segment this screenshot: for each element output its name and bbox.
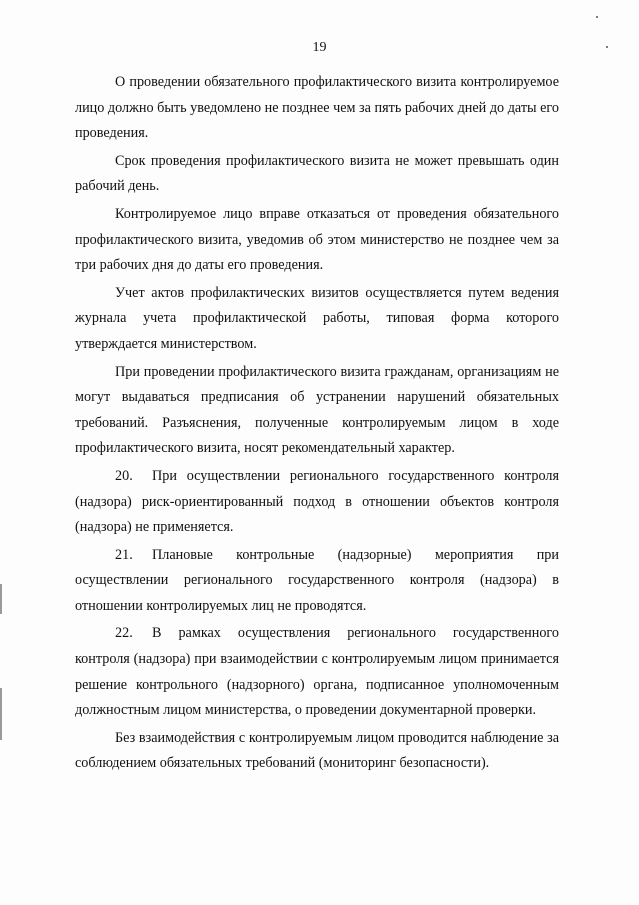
item-text: Плановые контрольные (надзорные) мероприятия при осуществлении регионального государственного контроля (надзора) в отношении контролируемых лиц не проводятся. (75, 546, 559, 614)
document-body (75, 70, 559, 777)
numbered-item-20 (75, 464, 559, 541)
scan-edge-mark (0, 584, 2, 614)
numbered-item-22 (75, 621, 559, 723)
paragraph-monitoring: Без взаимодействия с контролируемым лицом проводится наблюдение за соблюдением обязательных требований (мониторинг безопасности). (75, 729, 559, 772)
page-number: 19 (312, 40, 327, 55)
scan-speck (606, 46, 608, 48)
paragraph-visit-duration: Срок проведения профилактического визита не может превышать один рабочий день. (75, 152, 559, 195)
paragraph-refusal-right: Контролируемое лицо вправе отказаться от проведения обязательного профилактического визита, уведомив об этом министерство не позднее чем за три рабочих дня до даты его проведения. (75, 205, 559, 274)
item-text: При осуществлении регионального государственного контроля (надзора) риск-ориентированный подход в отношении объектов контроля (надзора) не применяется. (75, 467, 559, 536)
paragraph-no-orders: При проведении профилактического визита гражданам, организациям не могут выдаваться предписания об устранении нарушений обязательных требований. Разъяснения, полученные контролируемым лицом в ходе профилактического визита, носят рекомендательный характер. (75, 363, 559, 457)
item-number: 22. (115, 625, 133, 642)
item-text: В рамках осуществления регионального государственного контроля (надзора) при взаимодействии с контролируемым лицом принимается решение контрольного (надзорного) органа, подписанное уполномоченным должностным лицом министерства, о проведении документарной проверки. (75, 625, 559, 719)
item-number: 20. (115, 467, 133, 484)
paragraph-visit-records: Учет актов профилактических визитов осуществляется путем ведения журнала учета профилактической работы, типовая форма которого утверждается министерством. (75, 284, 559, 352)
item-number: 21. (115, 546, 133, 563)
scan-speck (596, 16, 598, 18)
numbered-item-21 (75, 543, 559, 620)
paragraph-notice-deadline: О проведении обязательного профилактического визита контролируемое лицо должно быть уведомлено не позднее чем за пять рабочих дней до даты его проведения. (75, 74, 559, 142)
scan-edge-mark (0, 688, 2, 740)
